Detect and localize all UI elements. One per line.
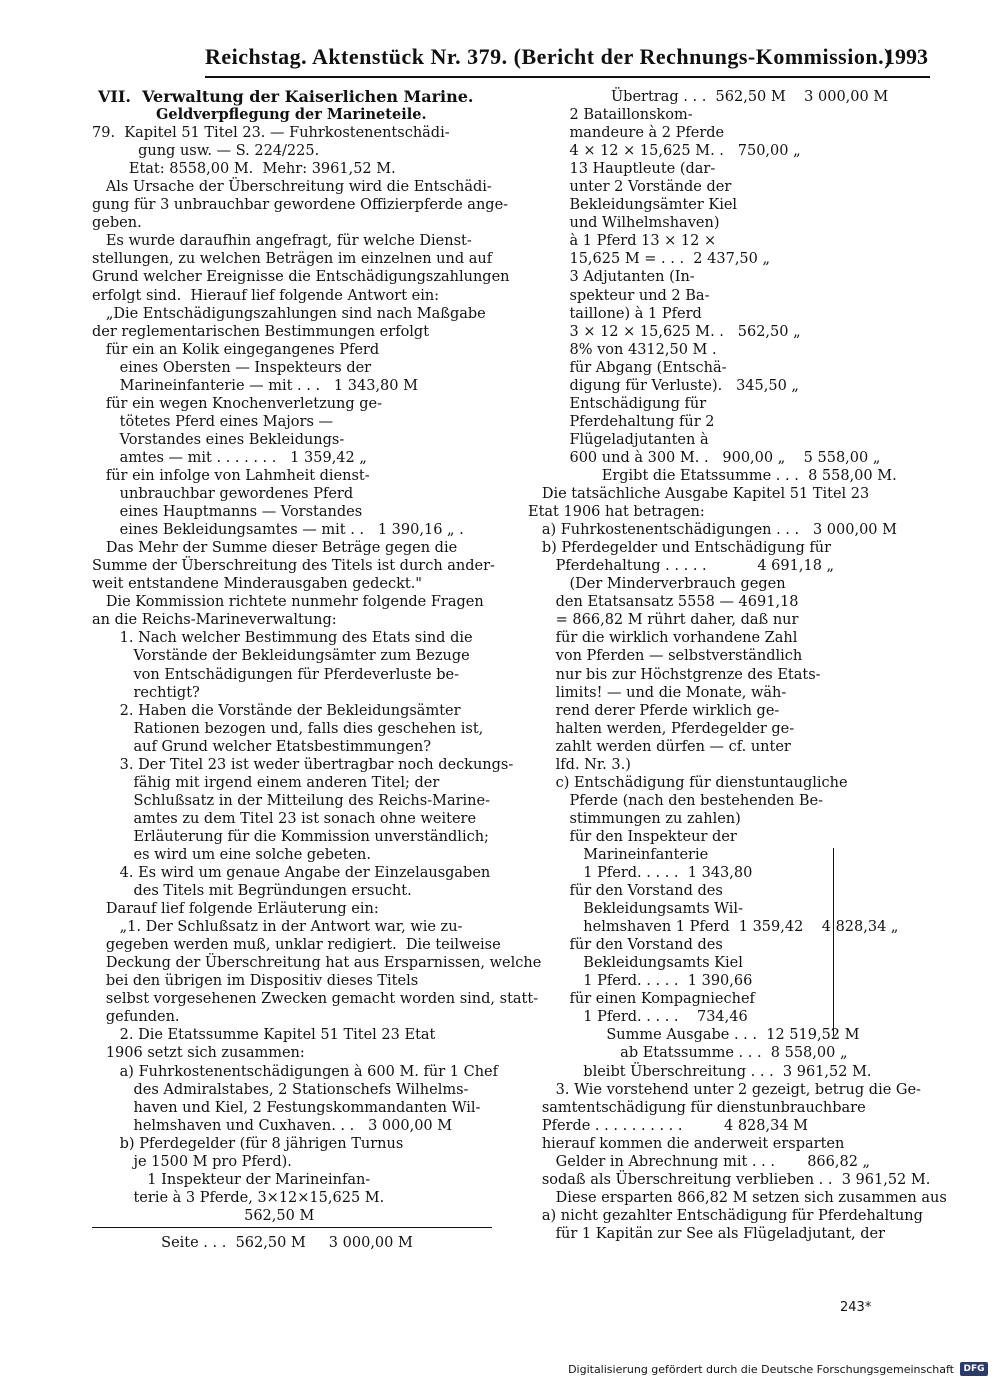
text-line: 3 × 12 × 15,625 M. . 562,50 „	[528, 323, 801, 340]
text-line: Pferde (nach den bestehenden Be-	[528, 792, 824, 809]
text-line: den Etatsansatz 5558 — 4691,18	[528, 594, 799, 611]
text-line: eines Hauptmanns — Vorstandes	[92, 504, 363, 521]
text-line: haven und Kiel, 2 Festungskommandanten Wil-	[92, 1099, 481, 1116]
text-line: Seite . . . 562,50 M 3 000,00 M	[92, 1234, 413, 1251]
text-line: 79. Kapitel 51 Titel 23. — Fuhrkostenentschädi-	[92, 125, 450, 142]
text-line: digung für Verluste). 345,50 „	[528, 377, 799, 394]
text-line: unter 2 Vorstände der	[528, 179, 732, 196]
footer-text: Digitalisierung gefördert durch die Deutsche Forschungsgemeinschaft	[568, 1362, 954, 1376]
text-line: c) Entschädigung für dienstuntaugliche	[528, 774, 848, 791]
text-line: bleibt Überschreitung . . . 3 961,52 M.	[528, 1063, 872, 1080]
text-line: b) Pferdegelder (für 8 jährigen Turnus	[92, 1135, 404, 1152]
text-line: selbst vorgesehenen Zwecken gemacht worden sind, statt-	[92, 991, 539, 1008]
text-line: Diese ersparten 866,82 M setzen sich zusammen aus	[528, 1189, 947, 1206]
text-line: von Pferden — selbstverständlich	[528, 648, 803, 665]
text-line: für 1 Kapitän zur See als Flügeladjutant, der	[528, 1225, 886, 1242]
text-line: 1 Inspekteur der Marineinfan-	[92, 1171, 371, 1188]
text-line: erfolgt sind. Hierauf lief folgende Antwort ein:	[92, 287, 440, 304]
text-line: von Entschädigungen für Pferdeverluste be-	[92, 666, 459, 683]
text-line: 3. Der Titel 23 ist weder übertragbar noch deckungs-	[92, 756, 514, 773]
text-line: des Titels mit Begründungen ersucht.	[92, 883, 412, 900]
text-line: für ein wegen Knochenverletzung ge-	[92, 395, 383, 412]
text-line: Summe Ausgabe . . . 12 519,52 M	[528, 1027, 860, 1044]
text-line: geben.	[92, 215, 142, 232]
text-line: Bekleidungsamts Wil-	[528, 901, 743, 918]
text-line: 2. Die Etatssumme Kapitel 51 Titel 23 Etat	[92, 1027, 436, 1044]
dfg-logo-icon: DFG	[960, 1362, 988, 1376]
text-line: terie à 3 Pferde, 3×12×15,625 M.	[92, 1189, 385, 1206]
text-line: gegeben werden muß, unklar redigiert. Die teilweise	[92, 937, 501, 954]
text-line: à 1 Pferd 13 × 12 ×	[528, 233, 717, 250]
text-line: 562,50 M	[92, 1207, 315, 1224]
text-line: Pferde . . . . . . . . . . 4 828,34 M	[528, 1117, 809, 1134]
text-line: Darauf lief folgende Erläuterung ein:	[92, 901, 379, 918]
text-line: Es wurde daraufhin angefragt, für welche Dienst-	[92, 233, 472, 250]
text-line: Übertrag . . . 562,50 M 3 000,00 M	[528, 89, 889, 105]
text-line: amtes — mit . . . . . . . 1 359,42 „	[92, 449, 367, 466]
text-line: Ergibt die Etatssumme . . . 8 558,00 M.	[528, 467, 897, 484]
text-line: helmshaven 1 Pferd 1 359,42 4 828,34 „	[528, 919, 899, 936]
text-line: der reglementarischen Bestimmungen erfolgt	[92, 323, 430, 340]
right-column	[528, 88, 947, 1243]
text-line: halten werden, Pferdegelder ge-	[528, 720, 795, 737]
text-line: Das Mehr der Summe dieser Beträge gegen die	[92, 540, 458, 557]
text-line: Etat 1906 hat betragen:	[528, 504, 705, 521]
text-line: 8% von 4312,50 M .	[528, 341, 717, 358]
text-line: Etat: 8558,00 M. Mehr: 3961,52 M.	[92, 161, 396, 178]
text-line: hierauf kommen die anderweit ersparten	[528, 1135, 845, 1152]
text-line: sodaß als Überschreitung verblieben . . 3 961,52 M.	[528, 1171, 931, 1188]
text-line: und Wilhelmshaven)	[528, 215, 720, 232]
text-line: a) nicht gezahlter Entschädigung für Pferdehaltung	[528, 1207, 923, 1224]
text-line: Vorstände der Bekleidungsämter zum Bezuge	[92, 648, 470, 665]
left-column	[92, 87, 542, 1252]
text-line: 4 × 12 × 15,625 M. . 750,00 „	[528, 143, 801, 160]
digitization-footer	[568, 1362, 988, 1376]
text-line: Schlußsatz in der Mitteilung des Reichs-Marine-	[92, 792, 490, 809]
page-header	[205, 42, 930, 78]
text-line: tötetes Pferd eines Majors —	[92, 413, 333, 430]
text-line: VII. Verwaltung der Kaiserlichen Marine.	[98, 87, 474, 106]
text-line: 1 Pferd. . . . . 734,46	[528, 1009, 748, 1026]
text-line: (Der Minderverbrauch gegen	[528, 576, 786, 593]
text-line: stimmungen zu zahlen)	[528, 810, 741, 827]
text-line: für den Vorstand des	[528, 883, 723, 900]
text-line: Entschädigung für	[528, 395, 707, 412]
text-line: rechtigt?	[92, 684, 200, 701]
text-line: für die wirklich vorhandene Zahl	[528, 630, 798, 647]
text-line: 1 Pferd. . . . . 1 390,66	[528, 973, 753, 990]
text-line: Geldverpflegung der Marineteile.	[156, 106, 427, 124]
text-line: stellungen, zu welchen Beträgen im einzelnen und auf	[92, 251, 493, 268]
text-line: für den Inspekteur der	[528, 828, 737, 845]
text-line: weit entstandene Minderausgaben gedeckt."	[92, 576, 422, 593]
text-line: eines Obersten — Inspekteurs der	[92, 359, 372, 376]
text-line: mandeure à 2 Pferde	[528, 125, 725, 142]
text-line: gung usw. — S. 224/225.	[92, 143, 320, 160]
text-line: 600 und à 300 M. . 900,00 „ 5 558,00 „	[528, 449, 881, 466]
text-line: Gelder in Abrechnung mit . . . 866,82 „	[528, 1153, 871, 1170]
text-line: bei den übrigen im Dispositiv dieses Titels	[92, 973, 419, 990]
text-line: Als Ursache der Überschreitung wird die Entschädi-	[92, 179, 492, 196]
text-line: Bekleidungsämter Kiel	[528, 197, 738, 214]
text-line: 15,625 M = . . . 2 437,50 „	[528, 251, 770, 268]
text-line: ab Etatssumme . . . 8 558,00 „	[528, 1045, 848, 1062]
text-line: 3 Adjutanten (In-	[528, 269, 695, 286]
text-line: = 866,82 M rührt daher, daß nur	[528, 612, 799, 629]
text-line: eines Bekleidungsamtes — mit . . 1 390,16 „ .	[92, 522, 464, 539]
text-line: samtentschädigung für dienstunbrauchbare	[528, 1099, 866, 1116]
text-line: Vorstandes eines Bekleidungs-	[92, 431, 345, 448]
text-line: Grund welcher Ereignisse die Entschädigungszahlungen	[92, 269, 510, 286]
text-line: taillone) à 1 Pferd	[528, 305, 702, 322]
text-line: an die Reichs-Marineverwaltung:	[92, 612, 337, 629]
text-line: „1. Der Schlußsatz in der Antwort war, wie zu-	[92, 919, 463, 936]
brace-bracket	[825, 848, 834, 1036]
text-line: Marineinfanterie	[528, 846, 709, 863]
text-line: zahlt werden dürfen — cf. unter	[528, 738, 791, 755]
text-line: 1. Nach welcher Bestimmung des Etats sind die	[92, 630, 473, 647]
text-line: rend derer Pferde wirklich ge-	[528, 702, 780, 719]
text-line: des Admiralstabes, 2 Stationschefs Wilhelms-	[92, 1081, 469, 1098]
text-line: 3. Wie vorstehend unter 2 gezeigt, betrug die Ge-	[528, 1081, 921, 1098]
text-line: Bekleidungsamts Kiel	[528, 955, 743, 972]
text-line: je 1500 M pro Pferd).	[92, 1153, 292, 1170]
text-line: helmshaven und Cuxhaven. . . 3 000,00 M	[92, 1117, 453, 1134]
header-title: Reichstag. Aktenstück Nr. 379. (Bericht der Rechnungs-Kommission.)	[205, 44, 892, 69]
text-line: Die Kommission richtete nunmehr folgende Fragen	[92, 594, 484, 611]
text-line: Pferdehaltung für 2	[528, 413, 715, 430]
text-line: 1906 setzt sich zusammen:	[92, 1045, 305, 1062]
text-line: Flügeladjutanten à	[528, 431, 709, 448]
text-line: amtes zu dem Titel 23 ist sonach ohne weitere	[92, 810, 477, 827]
page-number: 1993	[884, 44, 928, 69]
text-line: 4. Es wird um genaue Angabe der Einzelausgaben	[92, 865, 491, 882]
text-line: für ein infolge von Lahmheit dienst-	[92, 467, 370, 484]
text-line: „Die Entschädigungszahlungen sind nach Maßgabe	[92, 305, 486, 322]
text-line: Rationen bezogen und, falls dies geschehen ist,	[92, 720, 484, 737]
text-line: Deckung der Überschreitung hat aus Ersparnissen, welche	[92, 955, 542, 972]
text-line: a) Fuhrkostenentschädigungen à 600 M. für 1 Chef	[92, 1063, 498, 1080]
text-line: 2 Bataillonskom-	[528, 107, 693, 124]
text-line: für den Vorstand des	[528, 937, 723, 954]
divider-rule	[92, 1227, 492, 1230]
text-line: Pferdehaltung . . . . . 4 691,18 „	[528, 558, 835, 575]
text-line: Marineinfanterie — mit . . . 1 343,80 M	[92, 377, 418, 394]
text-line: 2. Haben die Vorstände der Bekleidungsämter	[92, 702, 461, 719]
text-line: Erläuterung für die Kommission unverständlich;	[92, 828, 489, 845]
text-line: spekteur und 2 Ba-	[528, 287, 710, 304]
text-line: nur bis zur Höchstgrenze des Etats-	[528, 666, 821, 683]
text-line: 1 Pferd. . . . . 1 343,80	[528, 865, 753, 882]
text-line: für ein an Kolik eingegangenes Pferd	[92, 341, 380, 358]
text-line: limits! — und die Monate, wäh-	[528, 684, 787, 701]
signature-mark: 243*	[840, 1300, 872, 1315]
text-line: a) Fuhrkostenentschädigungen . . . 3 000,00 M	[528, 522, 897, 539]
text-line: b) Pferdegelder und Entschädigung für	[528, 540, 832, 557]
text-line: gefunden.	[92, 1009, 180, 1026]
text-line: für Abgang (Entschä-	[528, 359, 727, 376]
text-line: Die tatsächliche Ausgabe Kapitel 51 Titel 23	[528, 486, 870, 503]
text-line: auf Grund welcher Etatsbestimmungen?	[92, 738, 431, 755]
text-line: gung für 3 unbrauchbar gewordene Offizierpferde ange-	[92, 197, 509, 214]
text-line: unbrauchbar gewordenes Pferd	[92, 486, 354, 503]
text-line: für einen Kompagniechef	[528, 991, 755, 1008]
text-line: 13 Hauptleute (dar-	[528, 161, 716, 178]
text-line: es wird um eine solche gebeten.	[92, 846, 371, 863]
text-line: Summe der Überschreitung des Titels ist durch ander-	[92, 558, 495, 575]
text-line: fähig mit irgend einem anderen Titel; der	[92, 774, 440, 791]
text-line: lfd. Nr. 3.)	[528, 756, 631, 773]
